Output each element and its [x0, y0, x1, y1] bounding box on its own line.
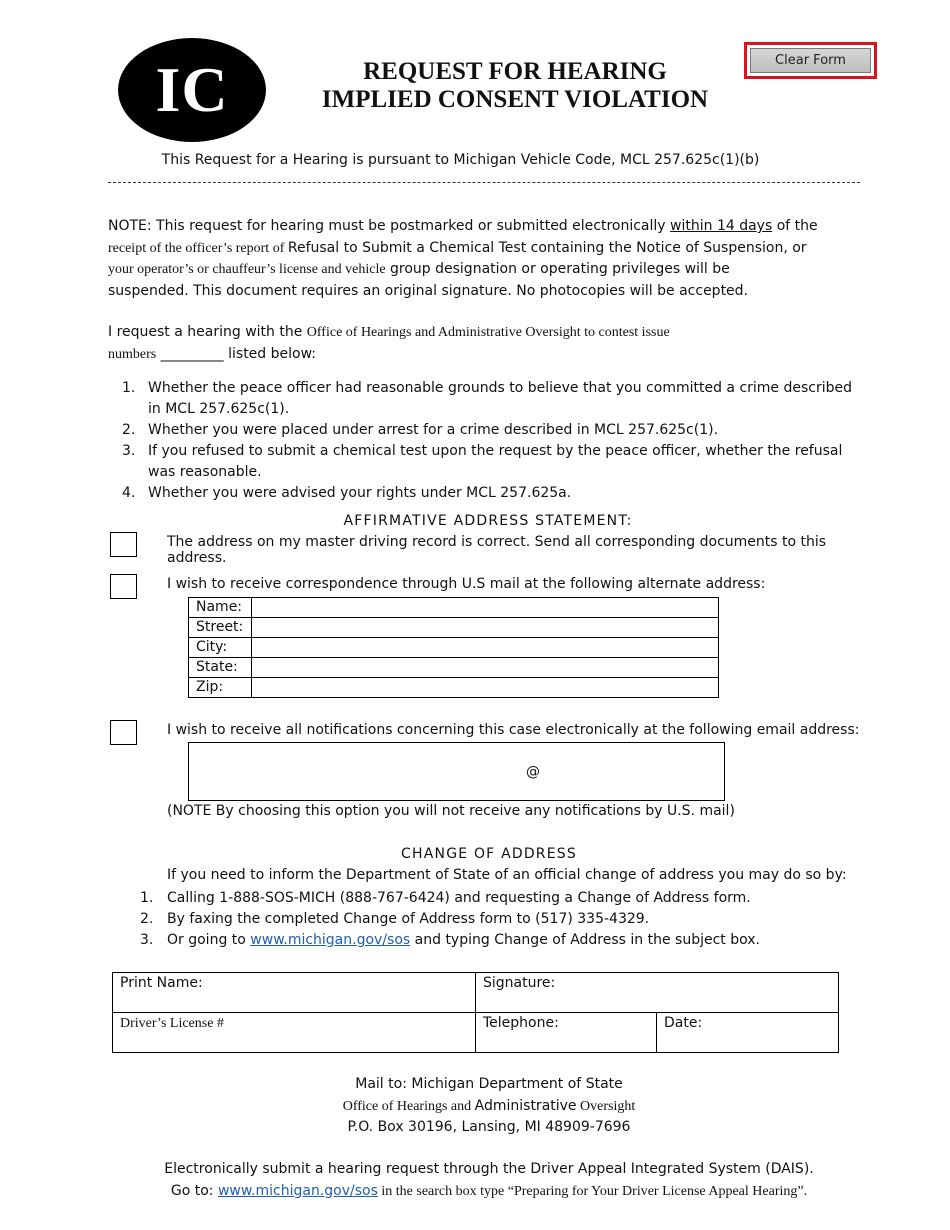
note-line2a: receipt of the — [108, 240, 186, 256]
item-text-pre: Or going to — [167, 932, 251, 948]
list-item — [140, 888, 860, 909]
request-line1c: Oversight to contest issue — [521, 325, 670, 340]
option-alternate-address: I wish to receive correspondence through U.S mail at the following alternate address: — [167, 576, 766, 592]
list-item — [122, 441, 862, 483]
note-line3a: your operator’s or chauffeur’s license and vehicle — [108, 262, 386, 277]
request-line1b: Office of Hearings and Administrative — [306, 325, 522, 340]
item-text: Calling 1-888-SOS-MICH (888-767-6424) and requesting a Change of Address form. — [167, 890, 751, 906]
intro-text: This Request for a Hearing is pursuant to Michigan Vehicle Code, MCL 257.625c(1)(b) — [161, 152, 760, 168]
item-number: 4. — [122, 485, 136, 501]
print-name-label: Print Name: — [120, 975, 203, 991]
title-line-2: IMPLIED CONSENT VIOLATION — [321, 86, 709, 113]
item-text: If you refused to submit a chemical test upon the request by the peace officer, whether the refusal was reasonable. — [148, 443, 843, 480]
telephone-label: Telephone: — [483, 1015, 559, 1031]
issues-list — [122, 378, 862, 504]
list-item — [122, 420, 862, 441]
email-option-checkbox[interactable] — [110, 720, 137, 745]
list-item — [140, 909, 860, 930]
drivers-license-cell[interactable] — [113, 1013, 476, 1053]
email-field[interactable] — [188, 742, 725, 801]
change-of-address-intro: If you need to inform the Department of State of an official change of address you may do so by: — [167, 867, 847, 883]
mail-line-1: Mail to: Michigan Department of State — [355, 1076, 623, 1092]
item-number: 3. — [140, 932, 154, 948]
clear-form-frame — [744, 42, 877, 79]
item-number: 2. — [140, 911, 154, 927]
request-line2b: _________ listed below: — [156, 345, 316, 362]
date-cell[interactable] — [657, 1013, 839, 1053]
note-paragraph — [108, 216, 868, 302]
change-of-address-list — [140, 888, 860, 951]
at-sign: @ — [526, 764, 540, 780]
request-line2a: numbers — [108, 346, 157, 362]
item-number: 3. — [122, 443, 136, 459]
state-label: State: — [189, 658, 252, 678]
note-line3b: group designation or operating privileges will be — [385, 261, 730, 277]
street-label: Street: — [189, 618, 252, 638]
option-email: I wish to receive all notifications concerning this case electronically at the following email address: — [167, 722, 860, 738]
city-field[interactable] — [252, 638, 719, 658]
item-text: Whether you were placed under arrest for a crime described in MCL 257.625c(1). — [148, 422, 719, 438]
affirmative-heading: AFFIRMATIVE ADDRESS STATEMENT: — [343, 513, 633, 529]
deadline-text: within 14 days — [670, 218, 773, 234]
zip-field[interactable] — [252, 678, 719, 698]
state-field[interactable] — [252, 658, 719, 678]
zip-label: Zip: — [189, 678, 252, 698]
electronic-line-1: Electronically submit a hearing request through the Driver Appeal Integrated System (DAIS). — [164, 1161, 814, 1177]
michigan-sos-link[interactable]: www.michigan.gov/sos — [217, 1182, 378, 1199]
dashed-divider — [108, 182, 860, 183]
item-text: By faxing the completed Change of Address form to (517) 335-4329. — [167, 911, 650, 927]
request-line1a: I request a hearing with the — [108, 324, 307, 340]
electronic-line-2-tail: in the search box type “Preparing for Your Driver License Appeal Hearing”. — [377, 1183, 808, 1199]
mail-line-2b: Administrative — [474, 1097, 577, 1114]
correct-address-checkbox[interactable] — [110, 532, 137, 557]
city-label: City: — [189, 638, 252, 658]
signature-label: Signature: — [483, 975, 556, 991]
street-field[interactable] — [252, 618, 719, 638]
goto-label: Go to: — [170, 1182, 218, 1199]
date-label: Date: — [664, 1015, 703, 1031]
mail-address-block — [108, 1074, 870, 1139]
item-text: Whether the peace officer had reasonable grounds to believe that you committed a crime described in MCL 257.625c(1). — [148, 380, 853, 417]
signature-table — [112, 972, 839, 1053]
print-name-cell[interactable] — [113, 973, 476, 1013]
michigan-sos-link[interactable]: www.michigan.gov/sos — [250, 932, 411, 948]
mail-line-2a: Office of Hearings and — [342, 1098, 475, 1114]
request-paragraph — [108, 322, 868, 365]
email-note: (NOTE By choosing this option you will not receive any notifications by U.S. mail) — [167, 803, 735, 819]
logo-text: IC — [155, 54, 229, 125]
electronic-submit-block — [100, 1159, 878, 1202]
ic-logo — [118, 38, 266, 142]
item-number: 1. — [140, 890, 154, 906]
note-line2c: Refusal to Submit a Chemical Test containing the Notice of Suspension, or — [287, 239, 807, 256]
name-field[interactable] — [252, 598, 719, 618]
note-line2b: officer’s report of — [185, 240, 288, 256]
alternate-address-checkbox[interactable] — [110, 574, 137, 599]
item-number: 1. — [122, 380, 136, 396]
note-text-tail: of the — [772, 218, 818, 234]
item-text-post: and typing Change of Address in the subject box. — [410, 932, 760, 948]
note-line4: suspended. This document requires an original signature. No photocopies will be accepted. — [108, 282, 749, 299]
list-item — [122, 378, 862, 420]
alternate-address-table — [188, 597, 719, 698]
title-line-1: REQUEST FOR HEARING — [363, 58, 667, 85]
list-item — [122, 483, 862, 504]
clear-form-button[interactable]: Clear Form — [750, 48, 871, 73]
drivers-license-label: Driver’s License # — [120, 1016, 224, 1031]
option-correct-address: The address on my master driving record is correct. Send all corresponding documents to this address. — [167, 534, 827, 566]
list-item — [140, 930, 860, 951]
name-label: Name: — [189, 598, 252, 618]
item-text — [167, 930, 760, 951]
change-of-address-heading: CHANGE OF ADDRESS — [401, 846, 577, 862]
form-title — [270, 58, 760, 114]
signature-cell[interactable] — [476, 973, 839, 1013]
telephone-cell[interactable] — [476, 1013, 657, 1053]
item-number: 2. — [122, 422, 136, 438]
mail-line-2c: Oversight — [576, 1098, 636, 1114]
note-text: NOTE: This request for hearing must be postmarked or submitted electronically — [108, 218, 671, 234]
mail-line-3: P.O. Box 30196, Lansing, MI 48909-7696 — [347, 1119, 631, 1135]
item-text: Whether you were advised your rights under MCL 257.625a. — [148, 485, 572, 501]
